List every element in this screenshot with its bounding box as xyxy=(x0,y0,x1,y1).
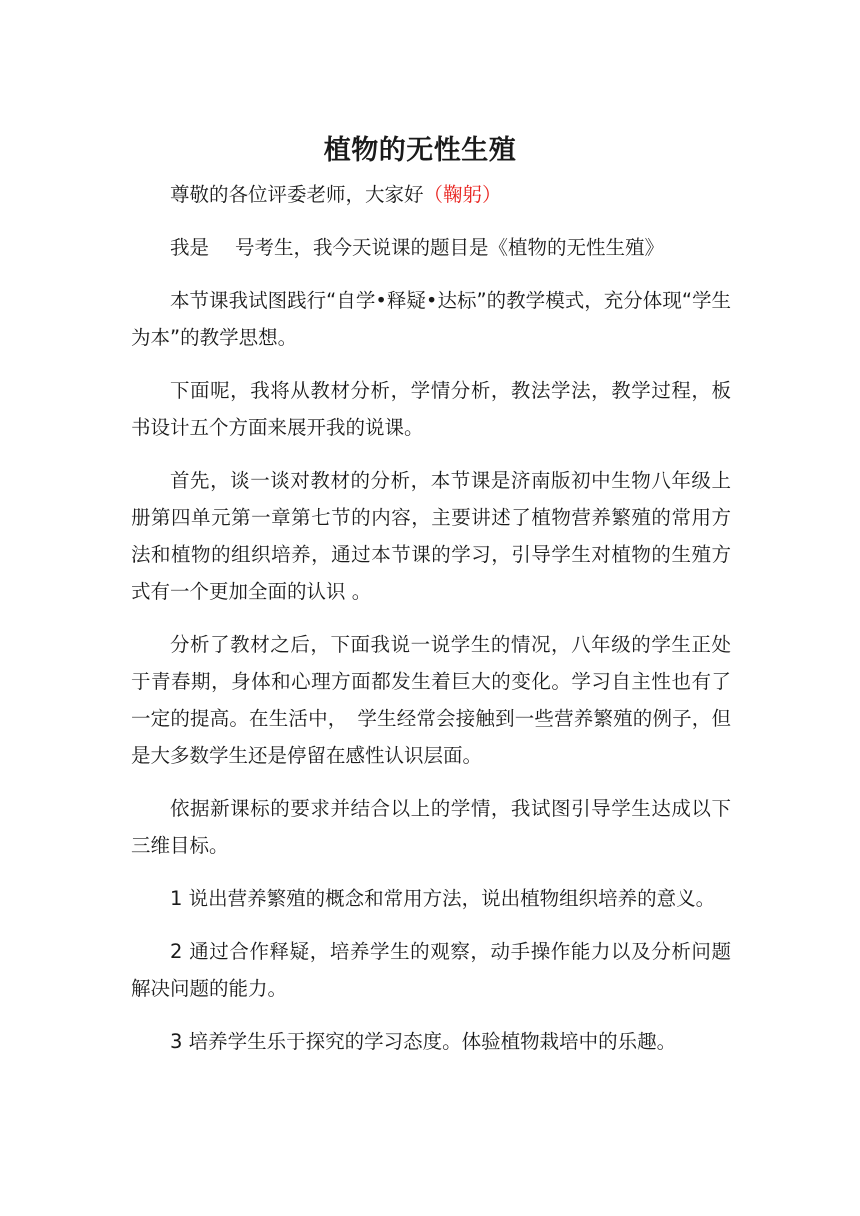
objective-1: 1 说出营养繁殖的概念和常用方法，说出植物组织培养的意义。 xyxy=(170,887,716,910)
greeting-paragraph xyxy=(131,176,731,213)
greeting-text: 尊敬的各位评委老师，大家好 xyxy=(170,183,424,206)
paragraph-teaching-mode: 本节课我试图践行“自学•释疑•达标”的教学模式，充分体现“学生为本”的教学思想。 xyxy=(131,289,731,349)
intro-after: 号考生，我今天说课的题目是《植物的无性生殖》 xyxy=(235,236,665,259)
document-title: 植物的无性生殖 xyxy=(323,135,517,166)
intro-before: 我是 xyxy=(170,236,210,259)
objective-2: 2 通过合作释疑，培养学生的观察，动手操作能力以及分析问题解决问题的能力。 xyxy=(131,940,731,1000)
document-body xyxy=(131,176,731,1076)
paragraph-objectives-intro: 依据新课标的要求并结合以上的学情，我试图引导学生达成以下三维目标。 xyxy=(131,797,731,857)
bow-note: （鞠躬） xyxy=(423,183,502,206)
paragraph-textbook-analysis: 首先，谈一谈对教材的分析，本节课是济南版初中生物八年级上册第四单元第一章第七节的内容，主要讲述了植物营养繁殖的常用方法和植物的组织培养，通过本节课的学习，引导学生对植物的生殖方式有一个更加全面的认识 。 xyxy=(131,469,731,603)
objective-3: 3 培养学生乐于探究的学习态度。体验植物栽培中的乐趣。 xyxy=(170,1030,677,1053)
intro-paragraph xyxy=(131,229,731,266)
paragraph-student-analysis: 分析了教材之后，下面我说一说学生的情况，八年级的学生正处于青春期，身体和心理方面都发生着巨大的变化。学习自主性也有了一定的提高。在生活中， 学生经常会接触到一些营养繁殖的例子，但是大多数学生还是停留在感性认识层面。 xyxy=(131,633,731,767)
paragraph-outline: 下面呢，我将从教材分析，学情分析，教法学法，教学过程，板书设计五个方面来展开我的说课。 xyxy=(131,379,731,439)
